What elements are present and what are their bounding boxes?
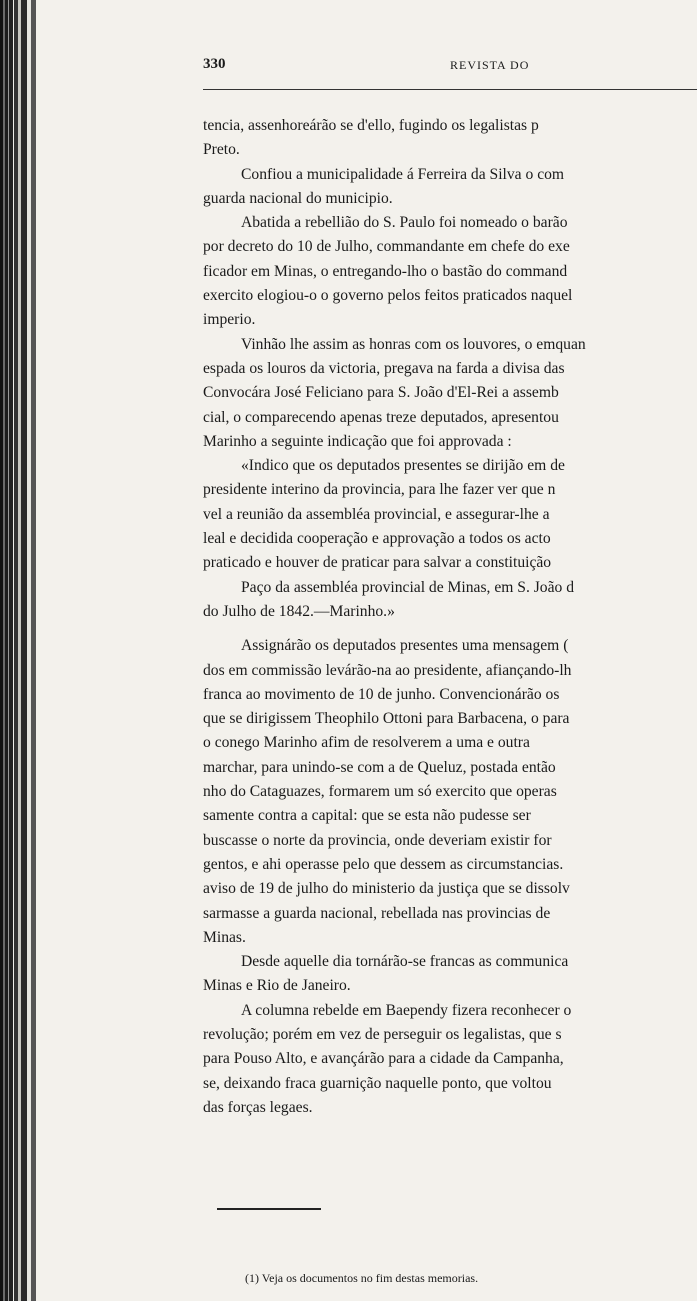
text-line: Confiou a municipalidade á Ferreira da Silva o com xyxy=(241,165,565,183)
text-line: tencia, assenhoreárão se d'ello, fugindo os legalistas p xyxy=(203,117,539,134)
text-line: samente contra a capital: que se esta não pudesse ser xyxy=(203,807,531,825)
text-line: praticado e houver de praticar para salvar a constituição xyxy=(203,554,552,572)
page-header xyxy=(203,56,697,80)
text-line: Minas. xyxy=(203,928,246,946)
text-line: Paço da assembléa provincial de Minas, em S. João d xyxy=(241,578,575,596)
text-line: nho do Cataguazes, formarem um só exercito que operas xyxy=(203,783,557,801)
running-title: REVISTA DO xyxy=(450,58,530,72)
book-page xyxy=(203,0,697,1301)
text-line: revolução; porém em vez de perseguir os legalistas, que s xyxy=(203,1025,562,1043)
text-line: buscasse o norte da provincia, onde deveriam existir for xyxy=(203,831,552,849)
text-line: leal e decidida cooperação e approvação a todos os acto xyxy=(203,530,551,548)
text-line: exercito elogiou-o o governo pelos feitos praticados naquel xyxy=(203,287,573,305)
text-line: vel a reunião da assembléa provincial, e assegurar-lhe a xyxy=(203,505,550,523)
text-line: cial, o comparecendo apenas treze deputados, apresentou xyxy=(203,408,559,426)
text-line: A columna rebelde em Baependy fizera reconhecer o xyxy=(241,1001,572,1019)
header-rule xyxy=(203,89,697,92)
text-line: Marinho a seguinte indicação que foi approvada : xyxy=(203,432,512,450)
text-line: Abatida a rebellião do S. Paulo foi nomeado o barão xyxy=(241,214,568,232)
text-line: Assignárão os deputados presentes uma mensagem ( xyxy=(241,637,569,655)
text-line: sarmasse a guarda nacional, rebellada nas provincias de xyxy=(203,904,551,922)
text-line: aviso de 19 de julho do ministerio da justiça que se dissolv xyxy=(203,880,570,898)
text-line: presidente interino da provincia, para lhe fazer ver que n xyxy=(203,481,556,499)
body-text xyxy=(203,114,697,1120)
text-line: guarda nacional do municipio. xyxy=(203,189,393,207)
text-line: Desde aquelle dia tornárão-se francas as communica xyxy=(241,953,569,971)
text-line: por decreto do 10 de Julho, commandante em chefe do exe xyxy=(203,238,570,256)
text-line: Preto. xyxy=(203,141,240,159)
text-line: que se dirigissem Theophilo Ottoni para Barbacena, o para xyxy=(203,710,570,728)
text-line: imperio. xyxy=(203,311,256,329)
text-line: Vinhão lhe assim as honras com os louvores, o emquan xyxy=(241,335,586,353)
text-line: franca ao movimento de 10 de junho. Convencionárão os xyxy=(203,685,560,703)
text-line: dos em commissão levárão-na ao presidente, afiançando-lh xyxy=(203,661,572,679)
text-line: marchar, para unindo-se com a de Queluz, postada então xyxy=(203,758,556,776)
text-line: do Julho de 1842.—Marinho.» xyxy=(203,602,395,620)
page-number: 330 xyxy=(203,56,226,72)
text-line: para Pouso Alto, e avançárão para a cidade da Campanha, xyxy=(203,1050,564,1068)
text-line: das forças legaes. xyxy=(203,1098,313,1116)
book-spine-edge xyxy=(0,0,36,1301)
text-line: o conego Marinho afim de resolverem a uma e outra xyxy=(203,734,530,752)
text-line: «Indico que os deputados presentes se dirijão em de xyxy=(241,457,565,475)
text-line: espada os louros da victoria, pregava na farda a divisa das xyxy=(203,359,565,377)
footnote: (1) Veja os documentos no fim destas memorias. xyxy=(245,1271,479,1285)
text-line: Convocára José Feliciano para S. João d'El-Rei a assemb xyxy=(203,384,559,402)
text-line: gentos, e ahi operasse pelo que dessem as circumstancias. xyxy=(203,855,564,873)
text-line: ficador em Minas, o entregando-lho o bastão do command xyxy=(203,262,568,280)
text-line: Minas e Rio de Janeiro. xyxy=(203,977,351,995)
footnote-rule xyxy=(217,1208,321,1210)
text-line: se, deixando fraca guarnição naquelle ponto, que voltou xyxy=(203,1074,552,1092)
